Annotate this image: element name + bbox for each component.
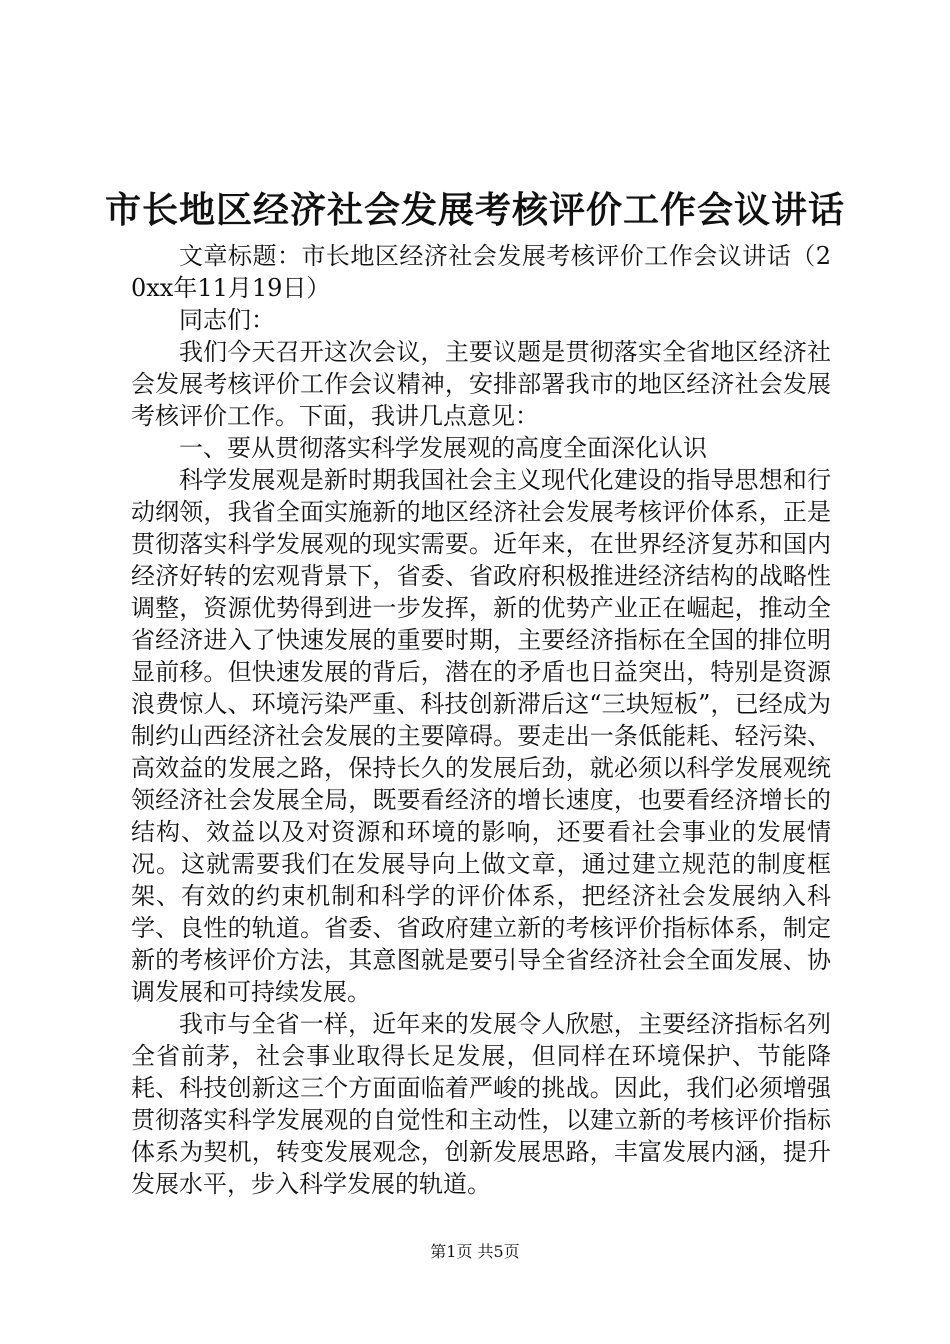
document-body <box>131 240 831 1200</box>
page-footer: 第1页 共5页 <box>430 1242 520 1261</box>
page-title: 市长地区经济社会发展考核评价工作会议讲话 <box>104 189 845 231</box>
section-heading-1: 一、要从贯彻落实科学发展观的高度全面深化认识 <box>179 434 707 462</box>
paragraph-article-title: 文章标题：市长地区经济社会发展考核评价工作会议讲话（20xx年11月19日） <box>131 242 831 302</box>
paragraph-intro: 我们今天召开这次会议，主要议题是贯彻落实全省地区经济社会发展考核评价工作会议精神，安排部署我市的地区经济社会发展考核评价工作。下面，我讲几点意见： <box>131 338 831 430</box>
paragraph-scientific-outlook: 科学发展观是新时期我国社会主义现代化建设的指导思想和行动纲领，我省全面实施新的地区经济社会发展考核评价体系，正是贯彻落实科学发展观的现实需要。近年来，在世界经济复苏和国内经济好转的宏观背景下，省委、省政府积极推进经济结构的战略性调整，资源优势得到进一步发挥，新的优势产业正在崛起，推动全省经济进入了快速发展的重要时期，主要经济指标在全国的排位明显前移。但快速发展的背后，潜在的矛盾也日益突出，特别是资源浪费惊人、环境污染严重、科技创新滞后这“三块短板”，已经成为制约山西经济社会发展的主要障碍。要走出一条低能耗、轻污染、高效益的发展之路，保持长久的发展后劲，就必须以科学发展观统领经济社会发展全局，既要看经济的增长速度，也要看经济增长的结构、效益以及对资源和环境的影响，还要看社会事业的发展情况。这就需要我们在发展导向上做文章，通过建立规范的制度框架、有效的约束机制和科学的评价体系，把经济社会发展纳入科学、良性的轨道。省委、省政府建立新的考核评价指标体系，制定新的考核评价方法，其意图就是要引导全省经济社会全面发展、协调发展和可持续发展。 <box>131 466 831 1006</box>
paragraph-city-development: 我市与全省一样，近年来的发展令人欣慰，主要经济指标名列全省前茅，社会事业取得长足发展，但同样在环境保护、节能降耗、科技创新这三个方面面临着严峻的挑战。因此，我们必须增强贯彻落实科学发展观的自觉性和主动性，以建立新的考核评价指标体系为契机，转变发展观念，创新发展思路，丰富发展内涵，提升发展水平，步入科学发展的轨道。 <box>131 1010 831 1198</box>
paragraph-salutation: 同志们： <box>179 306 275 334</box>
